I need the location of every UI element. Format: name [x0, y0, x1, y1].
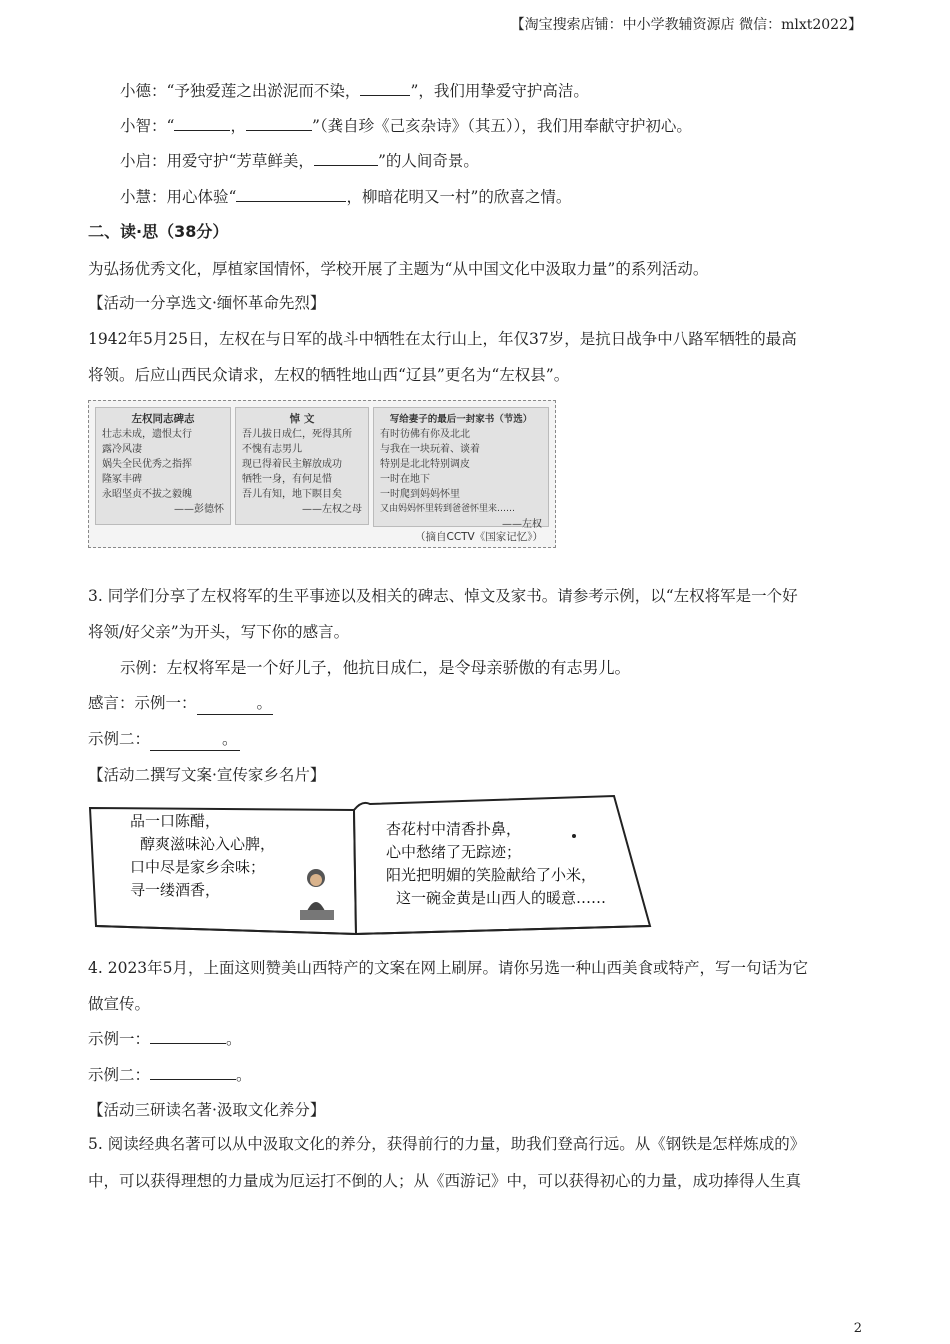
answer-end: 。: [222, 730, 238, 748]
book-left-text: [130, 810, 275, 902]
question-5-text: 中，可以获得理想的力量成为厄运打不倒的人；从《西游记》中，可以获得初心的力量，成功捧得人生真: [88, 1172, 802, 1190]
panel-line: 吾儿有知，地下瞑目矣: [242, 489, 342, 500]
question-3-text: 将领/好父亲”为开头，写下你的感言。: [88, 623, 350, 641]
answer-blank[interactable]: [360, 81, 410, 96]
fill-text: 小启：用爱守护“芳草鲜美，: [120, 152, 314, 170]
fill-line-xiaozhi: [120, 115, 858, 137]
memorial-panels-image: [88, 400, 556, 548]
answer-end: 。: [226, 1030, 242, 1048]
fill-line-xiaoqi: [120, 150, 858, 172]
fill-text: ”，我们用挚爱守护高洁。: [410, 82, 589, 100]
panel-signature: ——左权之母: [302, 504, 362, 515]
book-right-text: [386, 818, 606, 910]
book-line: 醇爽滋味沁入心脾，: [140, 835, 276, 853]
panel-line: 现已得着民主解放成功: [242, 459, 342, 470]
panel-line: 与我在一块玩着、谈着: [380, 444, 480, 455]
panel-line: 特别是北北特别调皮: [380, 459, 470, 470]
panel-letter: [373, 407, 549, 530]
panel-line: 娲失全民优秀之指挥: [102, 459, 192, 470]
answer-label: 示例一：: [88, 1030, 151, 1048]
book-line: 品一口陈醋，: [130, 812, 221, 830]
answer-blank[interactable]: [197, 692, 273, 715]
panel-line: 牺牲一身，有何足惜: [242, 474, 332, 485]
header-note: 【淘宝搜索店铺：中小学教辅资源店 微信：mlxt2022】: [510, 17, 862, 33]
answer-blank[interactable]: [246, 116, 312, 131]
answer-label: 示例二：: [88, 730, 151, 748]
answer-label: 感言：示例一：: [88, 694, 197, 712]
answer-end: 。: [256, 694, 273, 712]
question-4-text: 4. 2023年5月，上面这则赞美山西特产的文案在网上刷屏。请你另选一种山西美食或特产，写一句话为它: [88, 959, 809, 977]
answer-blank[interactable]: [174, 116, 230, 131]
answer-end: 。: [236, 1066, 252, 1084]
answer-blank[interactable]: [150, 1029, 226, 1044]
panel-signature: ——左权: [502, 519, 542, 530]
book-line: 杏花村中清香扑鼻，: [386, 820, 522, 838]
panel-line: 吾儿拔日成仁，死得其所: [242, 429, 352, 440]
book-line: 心中愁绪了无踪迹；: [386, 843, 522, 861]
panel-line: 一时爬到妈妈怀里: [380, 489, 460, 500]
panel-line: 壮志未成，遗恨太行: [102, 429, 192, 440]
fill-text: 小智：“: [120, 117, 175, 135]
answer-blank[interactable]: [236, 187, 346, 202]
fill-text: 小德：“予独爱莲之出淤泥而不染，: [120, 82, 361, 100]
panel-title: 悼 文: [289, 413, 315, 425]
question-3-answer-2: [88, 728, 858, 751]
answer-blank[interactable]: [150, 1065, 236, 1080]
question-5-text: 5. 阅读经典名著可以从中汲取文化的养分，获得前行的力量，助我们登高行远。从《钢铁是怎样炼成的》: [88, 1135, 806, 1153]
book-line: 口中尽是家乡余味；: [130, 858, 266, 876]
panel-eulogy: [235, 407, 369, 525]
fill-text: ，柳暗花明又一村”的欣喜之情。: [346, 188, 572, 206]
question-3-text: 3. 同学们分享了左权将军的生平事迹以及相关的碑志、悼文及家书。请参考示例，以“左权将军是一个好: [88, 587, 798, 605]
fill-text: ，: [230, 117, 246, 135]
panel-title: 写给妻子的最后一封家书（节选）: [389, 414, 533, 425]
activity1-text: 1942年5月25日，左权在与日军的战斗中牺牲在太行山上，年仅37岁，是抗日战争中八路军牺牲的最高: [88, 330, 797, 348]
fill-text: ”的人间奇景。: [377, 152, 479, 170]
answer-blank[interactable]: [314, 151, 378, 166]
panel-caption: （摘自CCTV《国家记忆》）: [414, 531, 543, 543]
panel-line: 一时在地下: [380, 474, 430, 485]
question-4-text: 做宣传。: [88, 995, 151, 1013]
panel-line: 不愧有志男儿: [242, 444, 302, 455]
activity1-title: 【活动一分享选文·缅怀革命先烈】: [88, 294, 326, 312]
panel-line: 露冷风凄: [102, 444, 142, 455]
panel-line: 有时彷佛有你及北北: [380, 429, 470, 440]
question-4-answer-2: [88, 1064, 858, 1086]
answer-blank[interactable]: [150, 728, 240, 751]
open-book-image: [86, 794, 654, 944]
example-text: 左权将军是一个好儿子，他抗日成仁，是令母亲骄傲的有志男儿。: [166, 658, 631, 677]
activity2-title: 【活动二撰写文案·宣传家乡名片】: [88, 766, 326, 784]
answer-label: 示例二：: [88, 1066, 151, 1084]
question-3-answer-1: [88, 692, 858, 715]
panel-line: 永昭坚贞不拔之毅魄: [102, 489, 192, 500]
book-line: 寻一缕酒香，: [130, 881, 221, 899]
page-number: 2: [853, 1321, 862, 1336]
section-intro: 为弘扬优秀文化，厚植家国情怀，学校开展了主题为“从中国文化中汲取力量”的系列活动。: [88, 260, 709, 278]
question-4-answer-1: [88, 1028, 858, 1050]
fill-text: ”（龚自珍《己亥杂诗》（其五）），我们用奉献守护初心。: [311, 117, 692, 135]
panel-line: 又由妈妈怀里转到爸爸怀里来……: [380, 504, 516, 514]
example-label: 示例：: [120, 659, 167, 677]
activity3-title: 【活动三研读名著·汲取文化养分】: [88, 1101, 326, 1119]
activity1-text: 将领。后应山西民众请求，左权的牺牲地山西“辽县”更名为“左权县”。: [88, 366, 570, 384]
panel-epitaph: [95, 407, 231, 525]
panel-signature: ——彭德怀: [174, 504, 224, 515]
fill-text: 小慧：用心体验“: [120, 188, 237, 206]
book-line: 这一碗金黄是山西人的暖意……: [396, 889, 607, 907]
section-title: 二、读·思（38分）: [88, 222, 229, 241]
fill-line-xiaohui: [120, 186, 858, 208]
panel-line: 隆冢丰碑: [102, 474, 142, 485]
book-line: 阳光把明媚的笑脸献给了小米，: [386, 866, 597, 884]
panel-title: 左权同志碑志: [131, 413, 195, 425]
question-3-example: [120, 657, 858, 679]
fill-line-xiaode: [120, 80, 858, 102]
